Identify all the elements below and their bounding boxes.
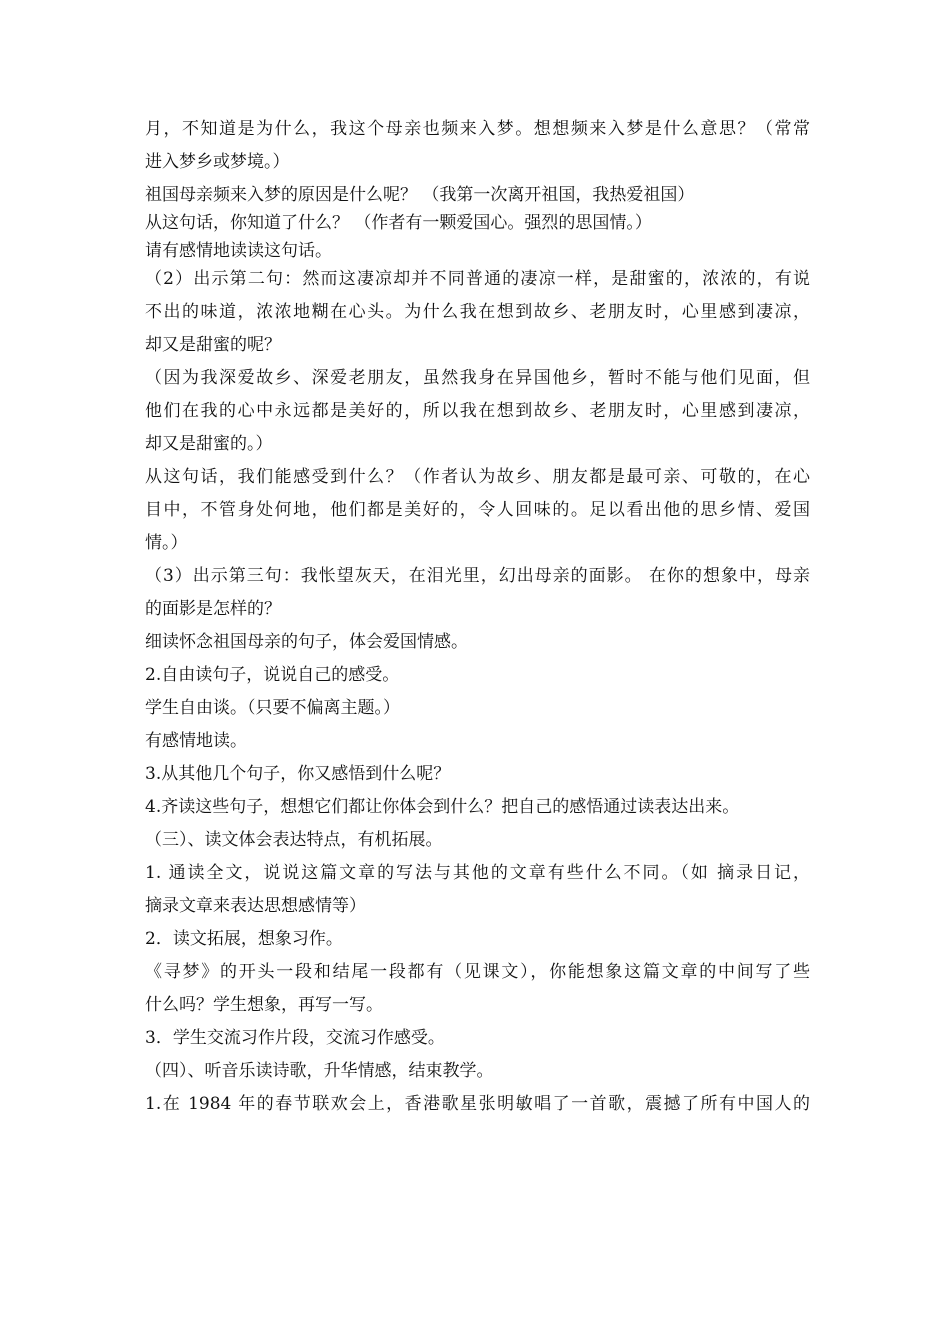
text-line-6: （2）出示第二句：然而这凄凉却并不同普通的凄凉一样，是甜蜜的，浓浓的，有说	[145, 269, 810, 289]
text-line-2: 进入梦乡或梦境。）	[145, 152, 290, 172]
text-line-11: 却又是甜蜜的。）	[145, 434, 273, 454]
text-line-8: 却又是甜蜜的呢？	[145, 335, 281, 355]
text-line-22: 4.齐读这些句子，想想它们都让你体会到什么？把自己的感悟通过读表达出来。	[145, 797, 740, 817]
text-line-25: 摘录文章来表达思想感情等）	[145, 896, 366, 916]
text-line-10: 他们在我的心中永远都是美好的，所以我在想到故乡、老朋友时，心里感到凄凉，	[145, 401, 810, 421]
text-line-24: 1. 通读全文，说说这篇文章的写法与其他的文章有些什么不同。（如 摘录日记，	[145, 863, 810, 883]
text-line-1: 月，不知道是为什么，我这个母亲也频来入梦。想想频来入梦是什么意思？（常常	[145, 119, 810, 139]
text-line-5: 请有感情地读读这句话。	[145, 241, 332, 261]
text-line-28: 什么吗？学生想象，再写一写。	[145, 995, 383, 1015]
text-line-4: 从这句话，你知道了什么？ （作者有一颗爱国心。强烈的思国情。）	[145, 213, 652, 233]
text-line-26: 2．读文拓展，想象习作。	[145, 929, 343, 949]
text-line-17: 细读怀念祖国母亲的句子，体会爱国情感。	[145, 632, 468, 652]
text-line-15: （3）出示第三句：我怅望灰天，在泪光里，幻出母亲的面影。 在你的想象中，母亲	[145, 566, 810, 586]
text-line-19: 学生自由谈。（只要不偏离主题。）	[145, 698, 400, 718]
text-line-14: 情。）	[145, 533, 188, 553]
text-line-16: 的面影是怎样的？	[145, 599, 281, 619]
document-body	[145, 118, 810, 1126]
text-line-20: 有感情地读。	[145, 731, 247, 751]
text-line-29: 3．学生交流习作片段，交流习作感受。	[145, 1028, 445, 1048]
text-line-12: 从这句话，我们能感受到什么？（作者认为故乡、朋友都是最可亲、可敬的，在心	[145, 467, 810, 487]
text-line-13: 目中，不管身处何地，他们都是美好的，令人回味的。足以看出他的思乡情、爱国	[145, 500, 810, 520]
text-line-3: 祖国母亲频来入梦的原因是什么呢？ （我第一次离开祖国，我热爱祖国）	[145, 185, 695, 205]
text-line-30: （四）、听音乐读诗歌，升华情感，结束教学。	[145, 1061, 494, 1081]
text-line-9: （因为我深爱故乡、深爱老朋友，虽然我身在异国他乡，暂时不能与他们见面，但	[145, 368, 810, 388]
text-line-21: 3.从其他几个句子，你又感悟到什么呢？	[145, 764, 451, 784]
text-line-23: （三）、读文体会表达特点，有机拓展。	[145, 830, 443, 850]
text-line-18: 2.自由读句子，说说自己的感受。	[145, 665, 400, 685]
text-line-31: 1.在 1984 年的春节联欢会上，香港歌星张明敏唱了一首歌，震撼了所有中国人的	[145, 1094, 810, 1114]
text-line-27: 《寻梦》的开头一段和结尾一段都有（见课文），你能想象这篇文章的中间写了些	[145, 962, 810, 982]
text-line-7: 不出的味道，浓浓地糊在心头。为什么我在想到故乡、老朋友时，心里感到凄凉，	[145, 302, 810, 322]
